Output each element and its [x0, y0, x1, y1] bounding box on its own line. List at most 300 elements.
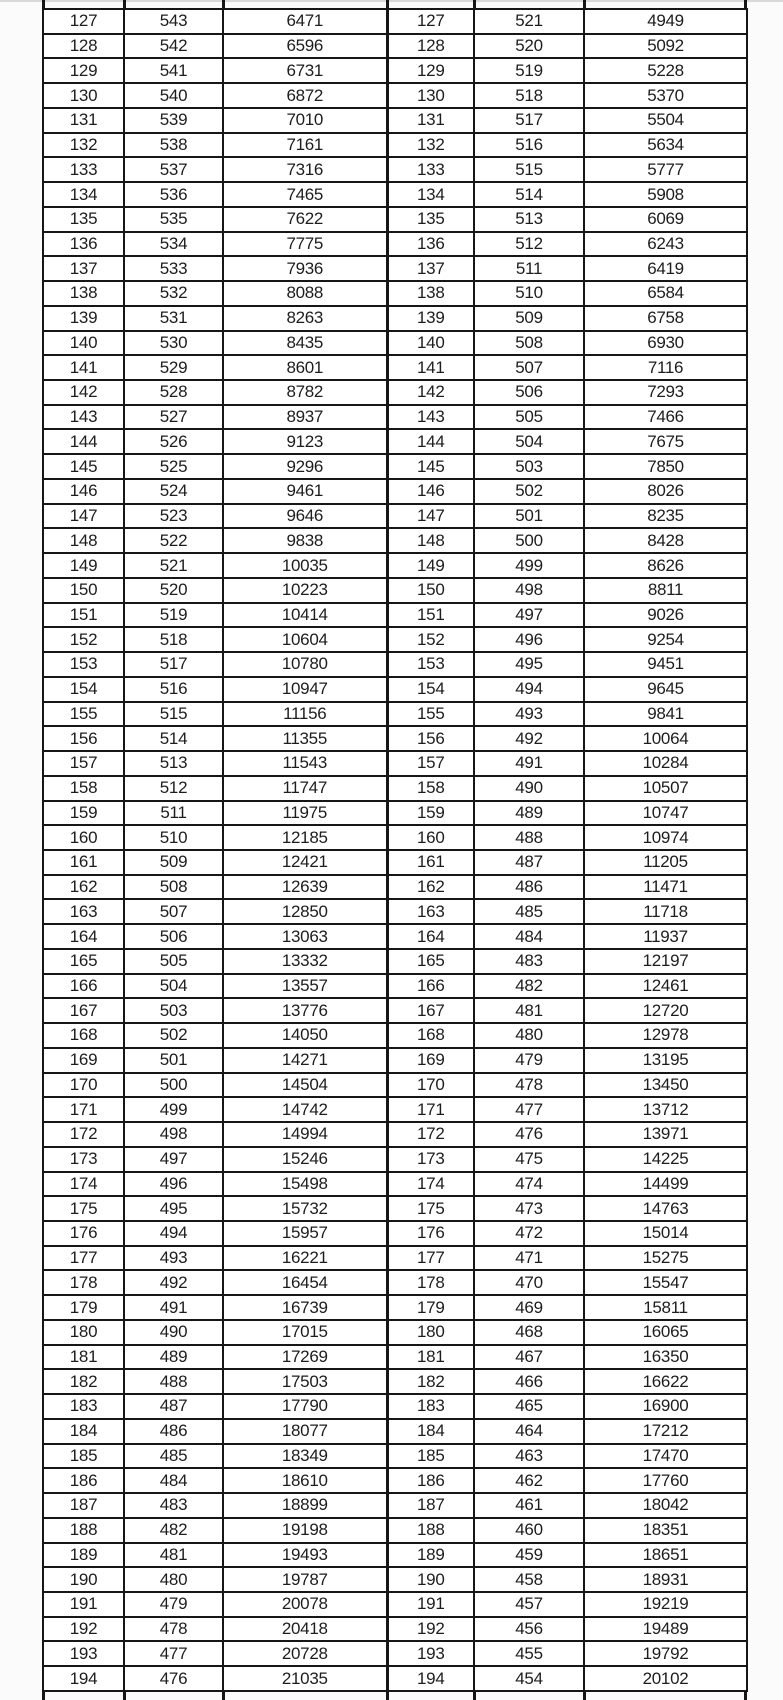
table-row — [43, 380, 747, 405]
row-number-left: 176 — [43, 1221, 124, 1246]
table-row — [43, 1592, 747, 1617]
cumulative-count-left: 15246 — [223, 1147, 387, 1172]
row-number-left: 157 — [43, 751, 124, 776]
row-number-left: 177 — [43, 1246, 124, 1271]
row-number-left: 170 — [43, 1073, 124, 1098]
row-number-left: 144 — [43, 429, 124, 454]
row-number-right: 167 — [387, 998, 474, 1023]
score-left: 483 — [124, 1493, 223, 1518]
score-left: 487 — [124, 1394, 223, 1419]
cumulative-count-left: 10947 — [223, 677, 387, 702]
row-number-left: 190 — [43, 1567, 124, 1592]
cumulative-count-left: 7936 — [223, 256, 387, 281]
score-right: 484 — [474, 924, 584, 949]
score-right: 506 — [474, 380, 584, 405]
row-number-right: 145 — [387, 454, 474, 479]
column-divider-stub — [583, 1691, 586, 1700]
column-divider-stub — [222, 0, 225, 9]
score-left: 532 — [124, 281, 223, 306]
score-left: 517 — [124, 652, 223, 677]
score-distribution-table — [42, 8, 748, 1692]
cumulative-count-right: 17760 — [584, 1468, 747, 1493]
score-right: 494 — [474, 677, 584, 702]
table-row — [43, 454, 747, 479]
table-row — [43, 479, 747, 504]
cumulative-count-left: 21035 — [223, 1666, 387, 1691]
score-right: 514 — [474, 182, 584, 207]
cumulative-count-left: 20418 — [223, 1617, 387, 1642]
score-left: 521 — [124, 553, 223, 578]
row-number-left: 154 — [43, 677, 124, 702]
cumulative-count-left: 9123 — [223, 429, 387, 454]
cumulative-count-left: 11975 — [223, 801, 387, 826]
cumulative-count-left: 19493 — [223, 1543, 387, 1568]
row-number-right: 177 — [387, 1246, 474, 1271]
row-number-right: 179 — [387, 1295, 474, 1320]
table-row — [43, 1122, 747, 1147]
table-row — [43, 504, 747, 529]
row-number-right: 155 — [387, 702, 474, 727]
row-number-right: 184 — [387, 1419, 474, 1444]
score-left: 514 — [124, 726, 223, 751]
table-row — [43, 553, 747, 578]
table-row — [43, 83, 747, 108]
row-number-right: 165 — [387, 949, 474, 974]
cumulative-count-right: 9026 — [584, 603, 747, 628]
row-number-left: 141 — [43, 355, 124, 380]
score-right: 482 — [474, 974, 584, 999]
score-right: 513 — [474, 207, 584, 232]
cumulative-count-right: 16900 — [584, 1394, 747, 1419]
cumulative-count-right: 9645 — [584, 677, 747, 702]
row-number-right: 136 — [387, 232, 474, 257]
row-number-left: 191 — [43, 1592, 124, 1617]
score-right: 510 — [474, 281, 584, 306]
row-number-left: 166 — [43, 974, 124, 999]
cumulative-count-left: 16454 — [223, 1270, 387, 1295]
score-right: 507 — [474, 355, 584, 380]
score-left: 482 — [124, 1518, 223, 1543]
cumulative-count-left: 14742 — [223, 1097, 387, 1122]
score-right: 495 — [474, 652, 584, 677]
score-left: 481 — [124, 1543, 223, 1568]
table-row — [43, 1666, 747, 1691]
table-row — [43, 331, 747, 356]
cumulative-count-right: 8428 — [584, 528, 747, 553]
cumulative-count-left: 17503 — [223, 1369, 387, 1394]
column-divider-stub — [744, 1691, 747, 1700]
score-right: 456 — [474, 1617, 584, 1642]
table-row — [43, 627, 747, 652]
row-number-right: 134 — [387, 182, 474, 207]
cumulative-count-left: 10414 — [223, 603, 387, 628]
row-number-right: 180 — [387, 1320, 474, 1345]
row-number-right: 138 — [387, 281, 474, 306]
column-divider-stub — [473, 1691, 476, 1700]
row-number-left: 147 — [43, 504, 124, 529]
row-number-right: 163 — [387, 899, 474, 924]
cumulative-count-left: 13776 — [223, 998, 387, 1023]
row-number-left: 159 — [43, 801, 124, 826]
row-number-left: 171 — [43, 1097, 124, 1122]
score-left: 476 — [124, 1666, 223, 1691]
cumulative-count-left: 9838 — [223, 528, 387, 553]
cumulative-count-left: 6872 — [223, 83, 387, 108]
cumulative-count-left: 10035 — [223, 553, 387, 578]
row-number-right: 164 — [387, 924, 474, 949]
cumulative-count-right: 8026 — [584, 479, 747, 504]
table-row — [43, 405, 747, 430]
row-number-left: 138 — [43, 281, 124, 306]
cumulative-count-right: 9841 — [584, 702, 747, 727]
score-right: 486 — [474, 875, 584, 900]
cumulative-count-right: 6243 — [584, 232, 747, 257]
score-left: 540 — [124, 83, 223, 108]
row-number-left: 174 — [43, 1172, 124, 1197]
cumulative-count-right: 5777 — [584, 157, 747, 182]
table-row — [43, 9, 747, 34]
cumulative-count-left: 17015 — [223, 1320, 387, 1345]
row-number-right: 158 — [387, 776, 474, 801]
row-number-left: 193 — [43, 1641, 124, 1666]
row-number-left: 142 — [43, 380, 124, 405]
cumulative-count-right: 14763 — [584, 1196, 747, 1221]
row-number-right: 146 — [387, 479, 474, 504]
row-number-left: 137 — [43, 256, 124, 281]
cumulative-count-right: 11471 — [584, 875, 747, 900]
score-left: 539 — [124, 108, 223, 133]
score-left: 542 — [124, 34, 223, 59]
score-left: 511 — [124, 801, 223, 826]
cumulative-count-right: 8811 — [584, 578, 747, 603]
row-number-left: 164 — [43, 924, 124, 949]
cumulative-count-left: 10223 — [223, 578, 387, 603]
score-left: 506 — [124, 924, 223, 949]
score-left: 498 — [124, 1122, 223, 1147]
row-number-left: 180 — [43, 1320, 124, 1345]
table-row — [43, 1493, 747, 1518]
cumulative-count-left: 9461 — [223, 479, 387, 504]
column-divider-stub — [386, 0, 389, 9]
column-divider-stub — [386, 1691, 389, 1700]
row-number-left: 163 — [43, 899, 124, 924]
table-row — [43, 578, 747, 603]
score-left: 541 — [124, 58, 223, 83]
row-number-left: 182 — [43, 1369, 124, 1394]
cumulative-count-left: 19787 — [223, 1567, 387, 1592]
score-right: 479 — [474, 1048, 584, 1073]
score-left: 500 — [124, 1073, 223, 1098]
cumulative-count-right: 17470 — [584, 1444, 747, 1469]
table-row — [43, 899, 747, 924]
score-right: 503 — [474, 454, 584, 479]
cumulative-count-left: 8263 — [223, 306, 387, 331]
row-number-right: 140 — [387, 331, 474, 356]
score-left: 496 — [124, 1172, 223, 1197]
row-number-right: 151 — [387, 603, 474, 628]
cumulative-count-right: 11937 — [584, 924, 747, 949]
row-number-right: 161 — [387, 850, 474, 875]
score-right: 468 — [474, 1320, 584, 1345]
table-row — [43, 801, 747, 826]
cumulative-count-right: 5370 — [584, 83, 747, 108]
cumulative-count-left: 12850 — [223, 899, 387, 924]
score-left: 530 — [124, 331, 223, 356]
top-separator-line — [0, 0, 783, 2]
score-right: 518 — [474, 83, 584, 108]
score-right: 498 — [474, 578, 584, 603]
row-number-right: 154 — [387, 677, 474, 702]
score-left: 497 — [124, 1147, 223, 1172]
row-number-right: 132 — [387, 133, 474, 158]
score-left: 522 — [124, 528, 223, 553]
table-row — [43, 1518, 747, 1543]
column-divider-stub — [123, 0, 126, 9]
row-number-left: 136 — [43, 232, 124, 257]
row-number-right: 157 — [387, 751, 474, 776]
score-right: 457 — [474, 1592, 584, 1617]
cumulative-count-left: 7622 — [223, 207, 387, 232]
score-left: 492 — [124, 1270, 223, 1295]
column-divider-stub — [42, 0, 45, 9]
score-left: 502 — [124, 1023, 223, 1048]
score-right: 497 — [474, 603, 584, 628]
row-number-left: 168 — [43, 1023, 124, 1048]
row-number-left: 150 — [43, 578, 124, 603]
row-number-right: 127 — [387, 9, 474, 34]
cumulative-count-right: 8626 — [584, 553, 747, 578]
row-number-left: 181 — [43, 1345, 124, 1370]
row-number-right: 193 — [387, 1641, 474, 1666]
row-number-right: 178 — [387, 1270, 474, 1295]
score-left: 534 — [124, 232, 223, 257]
row-number-right: 141 — [387, 355, 474, 380]
row-number-right: 181 — [387, 1345, 474, 1370]
score-right: 474 — [474, 1172, 584, 1197]
row-number-right: 188 — [387, 1518, 474, 1543]
row-number-left: 167 — [43, 998, 124, 1023]
score-left: 488 — [124, 1369, 223, 1394]
cumulative-count-left: 6596 — [223, 34, 387, 59]
row-number-left: 145 — [43, 454, 124, 479]
row-number-left: 189 — [43, 1543, 124, 1568]
score-left: 523 — [124, 504, 223, 529]
row-number-left: 127 — [43, 9, 124, 34]
row-number-right: 171 — [387, 1097, 474, 1122]
score-right: 501 — [474, 504, 584, 529]
score-left: 507 — [124, 899, 223, 924]
row-number-right: 169 — [387, 1048, 474, 1073]
score-right: 483 — [474, 949, 584, 974]
table-row — [43, 281, 747, 306]
score-right: 512 — [474, 232, 584, 257]
table-row — [43, 1444, 747, 1469]
column-divider-stub — [123, 1691, 126, 1700]
row-number-right: 130 — [387, 83, 474, 108]
table-row — [43, 1468, 747, 1493]
table-row — [43, 1196, 747, 1221]
score-right: 462 — [474, 1468, 584, 1493]
cumulative-count-left: 9296 — [223, 454, 387, 479]
row-number-left: 183 — [43, 1394, 124, 1419]
row-number-left: 131 — [43, 108, 124, 133]
cumulative-count-left: 12185 — [223, 825, 387, 850]
cumulative-count-left: 8088 — [223, 281, 387, 306]
cumulative-count-right: 10747 — [584, 801, 747, 826]
score-left: 508 — [124, 875, 223, 900]
table-row — [43, 1023, 747, 1048]
row-number-left: 185 — [43, 1444, 124, 1469]
table-row — [43, 726, 747, 751]
score-left: 520 — [124, 578, 223, 603]
row-number-left: 160 — [43, 825, 124, 850]
row-number-right: 166 — [387, 974, 474, 999]
score-left: 519 — [124, 603, 223, 628]
score-left: 526 — [124, 429, 223, 454]
cumulative-count-left: 17790 — [223, 1394, 387, 1419]
score-left: 510 — [124, 825, 223, 850]
cumulative-count-left: 14504 — [223, 1073, 387, 1098]
score-left: 491 — [124, 1295, 223, 1320]
cumulative-count-right: 6930 — [584, 331, 747, 356]
score-left: 515 — [124, 702, 223, 727]
score-left: 494 — [124, 1221, 223, 1246]
score-right: 520 — [474, 34, 584, 59]
table-row — [43, 702, 747, 727]
score-left: 509 — [124, 850, 223, 875]
row-number-right: 192 — [387, 1617, 474, 1642]
row-number-right: 186 — [387, 1468, 474, 1493]
score-right: 502 — [474, 479, 584, 504]
table-row — [43, 1221, 747, 1246]
cumulative-count-left: 19198 — [223, 1518, 387, 1543]
cumulative-count-left: 16739 — [223, 1295, 387, 1320]
table-row — [43, 256, 747, 281]
row-number-right: 189 — [387, 1543, 474, 1568]
score-right: 491 — [474, 751, 584, 776]
table-row — [43, 875, 747, 900]
cumulative-count-right: 18651 — [584, 1543, 747, 1568]
cumulative-count-left: 7775 — [223, 232, 387, 257]
cumulative-count-right: 12720 — [584, 998, 747, 1023]
row-number-right: 190 — [387, 1567, 474, 1592]
row-number-right: 147 — [387, 504, 474, 529]
table-row — [43, 108, 747, 133]
cumulative-count-left: 7010 — [223, 108, 387, 133]
row-number-left: 152 — [43, 627, 124, 652]
cumulative-count-right: 5908 — [584, 182, 747, 207]
row-number-left: 151 — [43, 603, 124, 628]
table-row — [43, 603, 747, 628]
cumulative-count-left: 11543 — [223, 751, 387, 776]
cumulative-count-left: 18077 — [223, 1419, 387, 1444]
row-number-right: 162 — [387, 875, 474, 900]
score-left: 535 — [124, 207, 223, 232]
row-number-left: 161 — [43, 850, 124, 875]
score-left: 501 — [124, 1048, 223, 1073]
score-right: 493 — [474, 702, 584, 727]
score-left: 499 — [124, 1097, 223, 1122]
row-number-right: 135 — [387, 207, 474, 232]
cumulative-count-right: 5504 — [584, 108, 747, 133]
row-number-right: 175 — [387, 1196, 474, 1221]
cumulative-count-left: 9646 — [223, 504, 387, 529]
cumulative-count-right: 7850 — [584, 454, 747, 479]
row-number-right: 156 — [387, 726, 474, 751]
row-number-right: 160 — [387, 825, 474, 850]
score-right: 481 — [474, 998, 584, 1023]
table-row — [43, 1172, 747, 1197]
row-number-right: 131 — [387, 108, 474, 133]
row-number-left: 158 — [43, 776, 124, 801]
column-divider-stub — [473, 0, 476, 9]
cumulative-count-right: 7116 — [584, 355, 747, 380]
cumulative-count-left: 17269 — [223, 1345, 387, 1370]
score-right: 461 — [474, 1493, 584, 1518]
row-number-right: 159 — [387, 801, 474, 826]
score-left: 528 — [124, 380, 223, 405]
table-row — [43, 34, 747, 59]
table-row — [43, 1567, 747, 1592]
score-right: 496 — [474, 627, 584, 652]
row-number-right: 182 — [387, 1369, 474, 1394]
score-left: 538 — [124, 133, 223, 158]
cumulative-count-left: 14050 — [223, 1023, 387, 1048]
row-number-left: 187 — [43, 1493, 124, 1518]
score-left: 537 — [124, 157, 223, 182]
table-row — [43, 58, 747, 83]
cumulative-count-right: 7293 — [584, 380, 747, 405]
table-row — [43, 157, 747, 182]
cumulative-count-left: 18610 — [223, 1468, 387, 1493]
cumulative-count-left: 6731 — [223, 58, 387, 83]
table-row — [43, 182, 747, 207]
row-number-right: 139 — [387, 306, 474, 331]
score-right: 471 — [474, 1246, 584, 1271]
score-right: 478 — [474, 1073, 584, 1098]
score-right: 465 — [474, 1394, 584, 1419]
cumulative-count-right: 5228 — [584, 58, 747, 83]
table-row — [43, 1543, 747, 1568]
row-number-right: 170 — [387, 1073, 474, 1098]
cumulative-count-right: 6758 — [584, 306, 747, 331]
score-left: 477 — [124, 1641, 223, 1666]
column-divider-stub — [222, 1691, 225, 1700]
score-right: 504 — [474, 429, 584, 454]
score-right: 455 — [474, 1641, 584, 1666]
table-row — [43, 751, 747, 776]
cumulative-count-right: 15275 — [584, 1246, 747, 1271]
cumulative-count-right: 12461 — [584, 974, 747, 999]
cumulative-count-left: 15732 — [223, 1196, 387, 1221]
score-right: 490 — [474, 776, 584, 801]
table-row — [43, 1320, 747, 1345]
row-number-left: 188 — [43, 1518, 124, 1543]
score-left: 536 — [124, 182, 223, 207]
row-number-left: 192 — [43, 1617, 124, 1642]
cumulative-count-left: 14994 — [223, 1122, 387, 1147]
table-row — [43, 207, 747, 232]
row-number-left: 148 — [43, 528, 124, 553]
cumulative-count-right: 17212 — [584, 1419, 747, 1444]
cumulative-count-right: 6069 — [584, 207, 747, 232]
row-number-right: 137 — [387, 256, 474, 281]
cumulative-count-right: 10974 — [584, 825, 747, 850]
score-left: 505 — [124, 949, 223, 974]
row-number-left: 149 — [43, 553, 124, 578]
cumulative-count-right: 16622 — [584, 1369, 747, 1394]
table-row — [43, 1394, 747, 1419]
